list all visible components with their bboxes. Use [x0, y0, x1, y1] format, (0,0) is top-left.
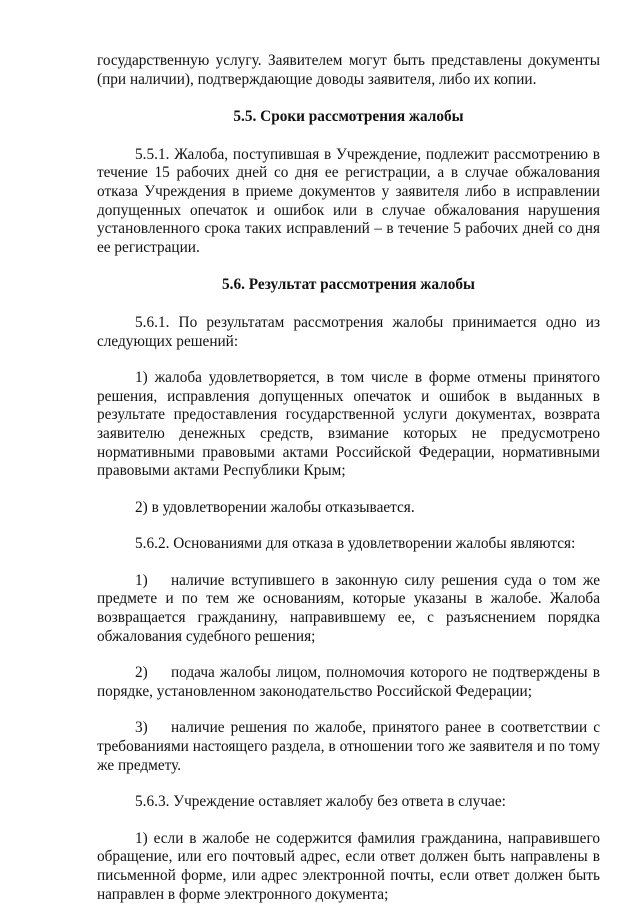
list-item-text: наличие решения по жалобе, принятого ранее в соответствии с требованиями настоящего раздела, в отношении того же заявителя и по тому же предмету. — [97, 719, 600, 774]
ground-item-3 — [97, 719, 600, 775]
ground-item-2 — [97, 664, 600, 701]
decision-item-2: 2) в удовлетворении жалобы отказывается. — [135, 498, 415, 516]
no-answer-item-1: 1) если в жалобе не содержится фамилия гражданина, направившего обращение, или его почтовый адрес, если ответ должен быть направлены в письменной форме, или адрес электронной почты, если ответ должен быть направлен в форме электронного документа; — [97, 829, 600, 903]
paragraph-5-6-2: 5.6.2. Основаниями для отказа в удовлетворении жалобы являются: — [135, 535, 576, 553]
paragraph-5-6-3: 5.6.3. Учреждение оставляет жалобу без ответа в случае: — [135, 793, 506, 811]
list-item-text: подача жалобы лицом, полномочия которого не подтверждены в порядке, установленном законодательство Российской Федерации; — [97, 664, 600, 700]
paragraph-5-5-1: 5.5.1. Жалоба, поступившая в Учреждение, подлежит рассмотрению в течение 15 рабочих дней со дня ее регистрации, а в случае обжалования отказа Учреждения в приеме документов у заявителя либо в исправлении допущенных опечаток и ошибок или в случае обжалования нарушения установленного срока таких исправлений – в течение 5 рабочих дней со дня ее регистрации. — [97, 145, 600, 256]
ground-item-1 — [97, 572, 600, 646]
intro-paragraph: государственную услугу. Заявителем могут быть представлены документы (при наличии), подтверждающие доводы заявителя, либо их копии. — [97, 52, 600, 88]
paragraph-5-6-1: 5.6.1. По результатам рассмотрения жалобы принимается одно из следующих решений: — [97, 313, 600, 350]
document-body — [97, 52, 600, 904]
section-heading-5-6: 5.6. Результат рассмотрения жалобы — [222, 276, 475, 294]
section-heading-5-5: 5.5. Сроки рассмотрения жалобы — [233, 108, 464, 126]
list-number: 2) — [135, 664, 148, 682]
list-number: 1) — [135, 571, 148, 589]
decision-item-1: 1) жалоба удовлетворяется, в том числе в форме отмены принятого решения, исправления допущенных опечаток и ошибок в выданных в результате предоставления государственной услуги документах, возврата заявителю денежных средств, взимание которых не предусмотрено нормативными правовыми актами Российской Федерации, нормативными правовыми актами Республики Крым; — [97, 369, 600, 480]
list-number: 3) — [135, 719, 148, 737]
list-item-text: наличие вступившего в законную силу решения суда о том же предмете и по тем же основаниям, которые указаны в жалобе. Жалоба возвращается гражданину, направившему ее, с разъяснением порядка обжалования судебного решения; — [97, 571, 600, 645]
